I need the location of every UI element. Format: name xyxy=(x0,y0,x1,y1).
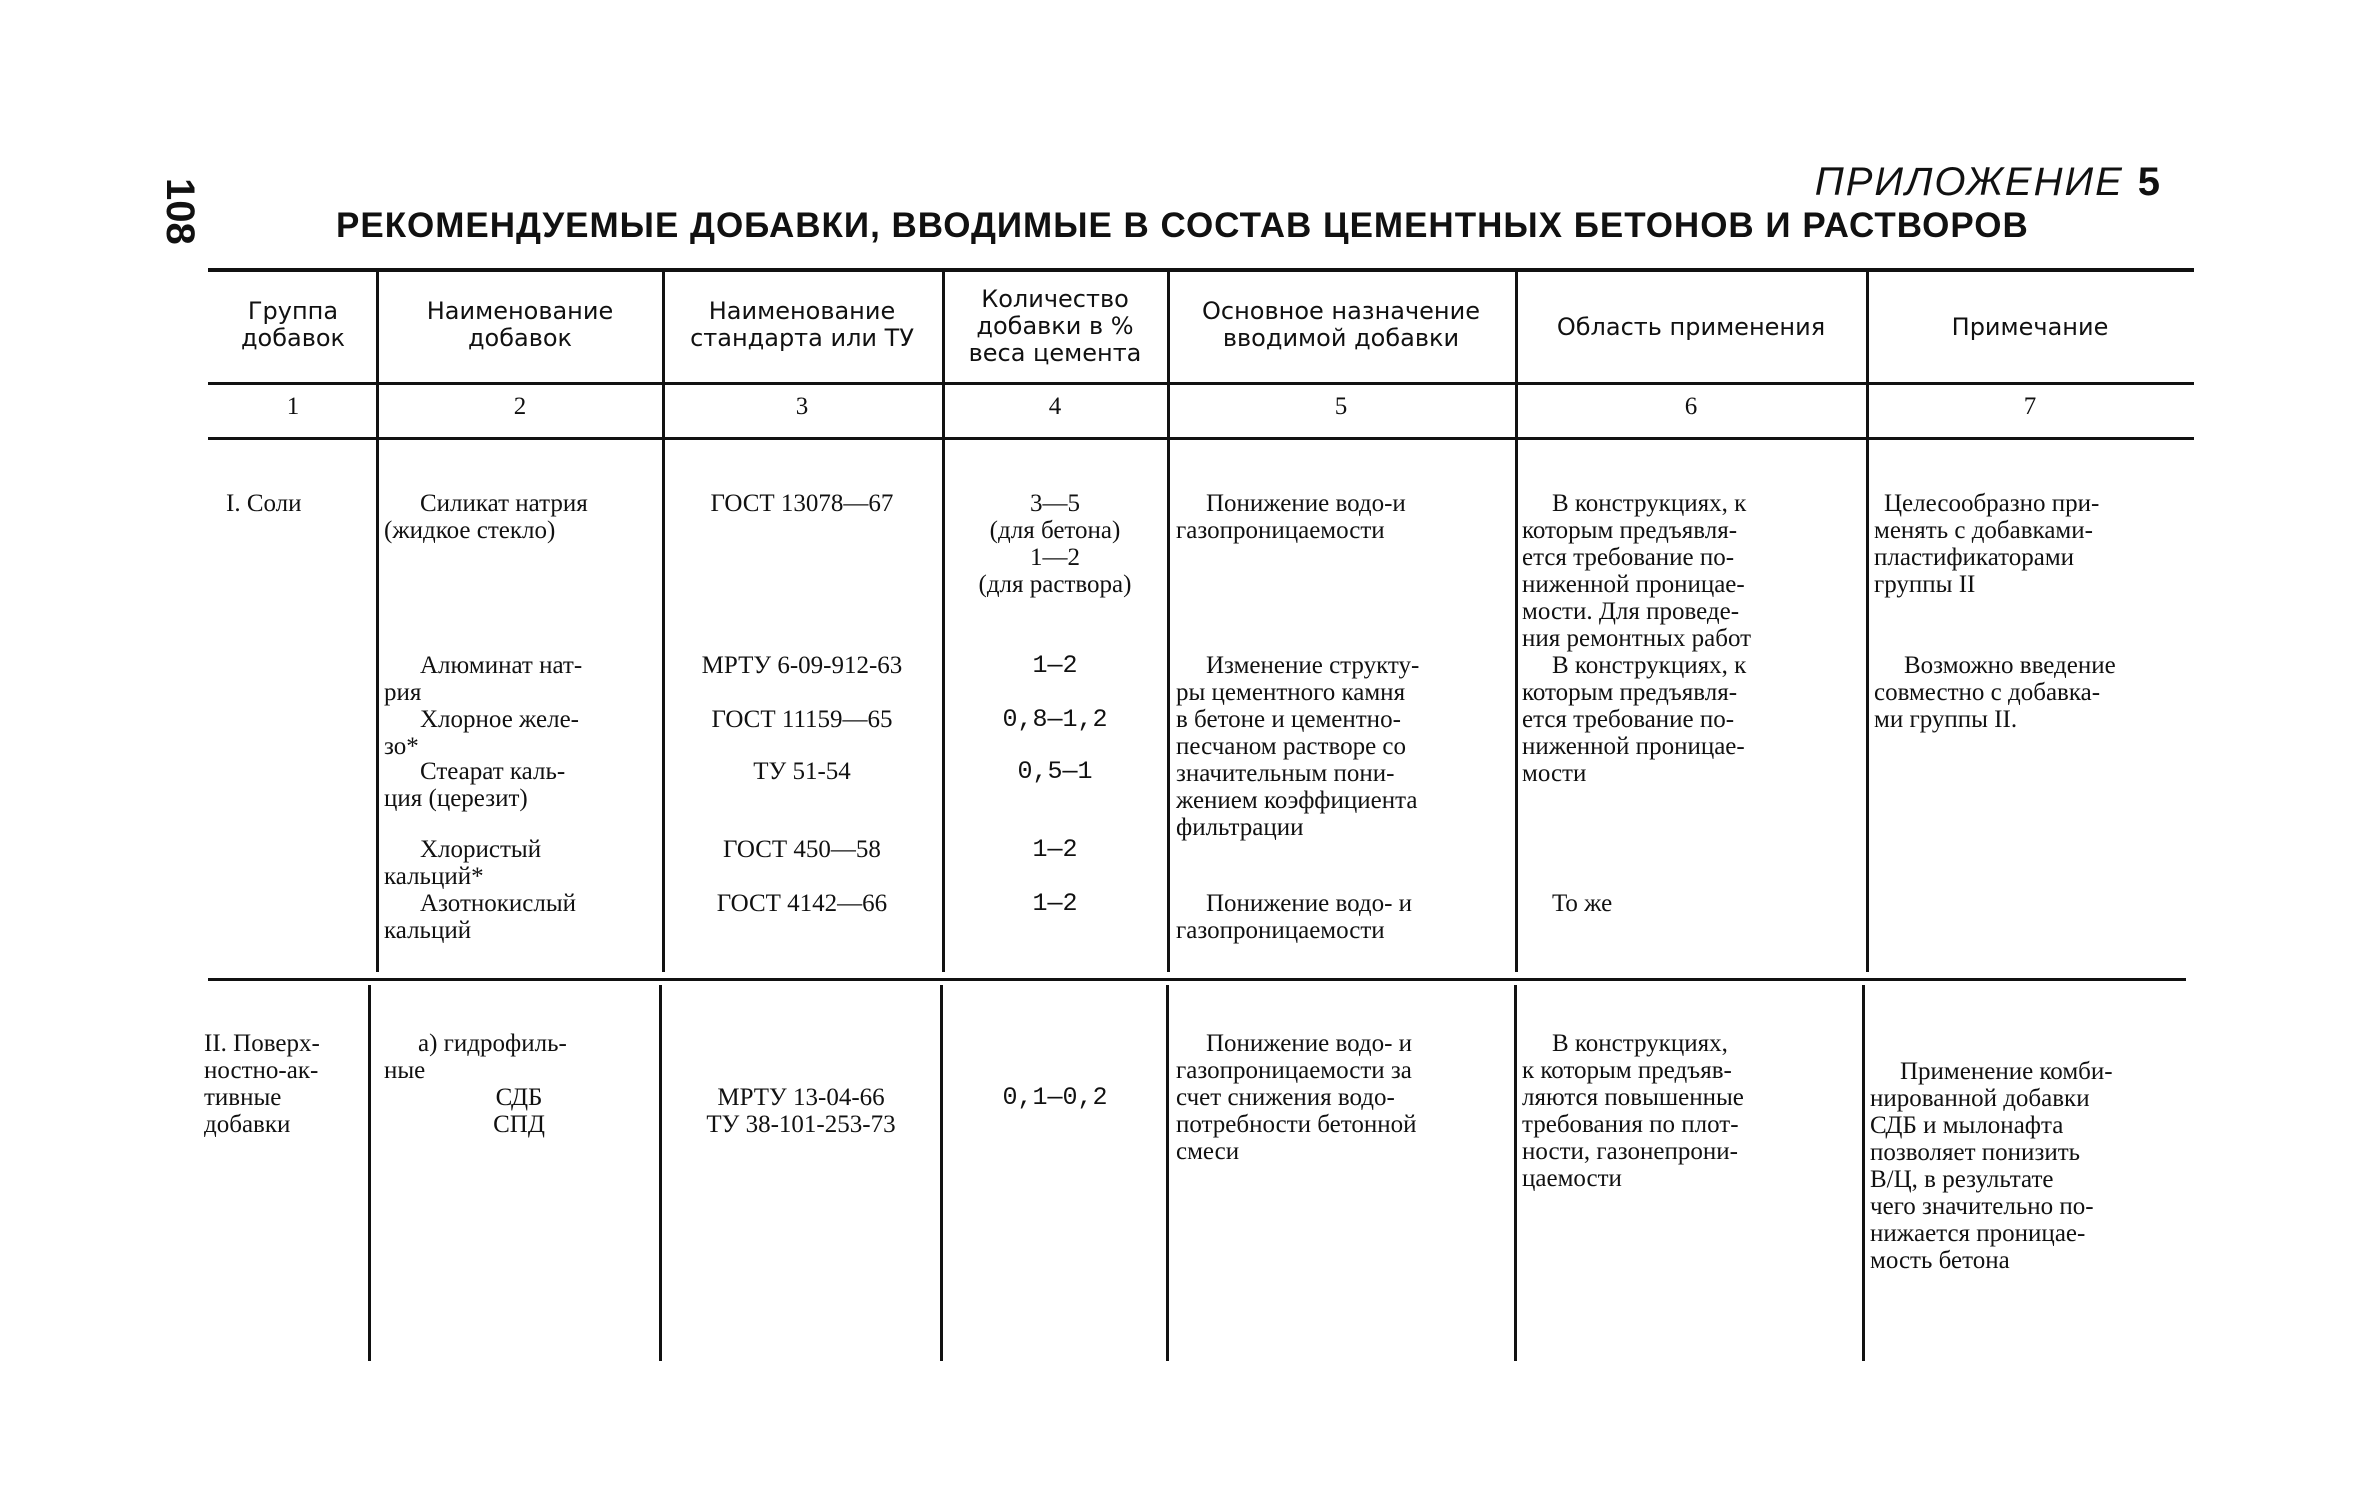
column-divider xyxy=(1166,985,1169,1361)
appendix-label xyxy=(1815,160,2162,205)
header-group: Группа добавок xyxy=(240,297,346,352)
standard-code: ГОСТ 11159—65 xyxy=(711,706,893,733)
column-number: 6 xyxy=(1684,393,1698,420)
header-amount: Количество добавки в % веса цемента xyxy=(968,285,1142,367)
additive-items: СДБ СПД xyxy=(493,1084,545,1138)
page-title: РЕКОМЕНДУЕМЫЕ ДОБАВКИ, ВВОДИМЫЕ В СОСТАВ ЦЕМЕНТНЫХ БЕТОНОВ И РАСТВОРОВ xyxy=(336,206,2029,245)
standard-code: МРТУ 13-04-66 ТУ 38-101-253-73 xyxy=(706,1084,896,1138)
appendix-number: 5 xyxy=(2137,160,2162,204)
standard-code: ГОСТ 13078—67 xyxy=(710,490,894,517)
page-number: 108 xyxy=(158,178,202,245)
application-area: В конструкциях, к которым предъявля- ется требование по- ниженной проницае- мости xyxy=(1522,652,1747,787)
column-divider xyxy=(1167,270,1170,972)
purpose: Изменение структу- ры цементного камня в бетоне и цементно- песчаном растворе со значительным пони- жением коэффициента фильтрации xyxy=(1176,652,1420,841)
note: Целесообразно при- менять с добавками- пластификаторами группы II xyxy=(1874,490,2100,598)
group-divider-rule xyxy=(208,978,2186,981)
column-number: 1 xyxy=(286,393,300,420)
column-number: 2 xyxy=(513,393,527,420)
application-area: То же xyxy=(1552,890,1613,917)
additive-name: Алюминат нат- рия xyxy=(384,652,583,706)
column-divider xyxy=(1862,985,1865,1361)
header-purpose: Основное назначение вводимой добавки xyxy=(1202,297,1480,352)
group-surfactants: II. Поверх- ностно-ак- тивные добавки xyxy=(204,1030,320,1138)
standard-code: ТУ 51-54 xyxy=(753,758,851,785)
note: Применение комби- нированной добавки СДБ и мылонафта позволяет понизить В/Ц, в результате чего значительно по- нижается проницае- мость бетона xyxy=(1870,1058,2113,1274)
column-number-rule xyxy=(208,437,2194,440)
column-divider xyxy=(942,270,945,972)
additive-amount: 1—2 xyxy=(1032,835,1078,864)
standard-code: ГОСТ 4142—66 xyxy=(716,890,888,917)
additive-amount: 0,5—1 xyxy=(1017,757,1093,786)
column-number: 3 xyxy=(795,393,809,420)
additive-amount: 1—2 xyxy=(1032,889,1078,918)
additive-name: Хлорное желе- зо* xyxy=(384,706,579,760)
additive-name: Силикат натрия (жидкое стекло) xyxy=(384,490,588,544)
column-number: 4 xyxy=(1048,393,1062,420)
additive-amount: 0,1—0,2 xyxy=(1002,1083,1108,1112)
group-salts: I. Соли xyxy=(226,490,302,517)
column-number: 7 xyxy=(2023,393,2037,420)
additive-name: Хлористый кальций* xyxy=(384,836,542,890)
application-area: В конструкциях, к которым предъяв- ляются повышенные требования по плот- ности, газонепрони- цаемости xyxy=(1522,1030,1744,1192)
column-divider xyxy=(662,270,665,972)
standard-code: ГОСТ 450—58 xyxy=(723,836,881,863)
column-divider xyxy=(1515,270,1518,972)
column-divider xyxy=(940,985,943,1361)
column-divider xyxy=(659,985,662,1361)
purpose: Понижение водо-и газопроницаемости xyxy=(1176,490,1406,544)
header-rule xyxy=(208,382,2194,385)
column-divider xyxy=(368,985,371,1361)
header-note: Примечание xyxy=(1951,313,2109,341)
additive-subgroup: а) гидрофиль- ные xyxy=(384,1030,567,1084)
column-divider xyxy=(376,270,379,972)
header-standard: Наименование стандарта или ТУ xyxy=(690,297,914,352)
standard-code: МРТУ 6-09-912-63 xyxy=(701,652,903,679)
column-divider xyxy=(1514,985,1517,1361)
additive-amount: 1—2 xyxy=(1032,651,1078,680)
purpose: Понижение водо- и газопроницаемости xyxy=(1176,890,1413,944)
additive-amount: 3—5 (для бетона) 1—2 (для раствора) xyxy=(978,490,1132,598)
note: Возможно введение совместно с добавка- ми группы II. xyxy=(1874,652,2116,733)
header-area: Область применения xyxy=(1556,313,1826,341)
additive-amount: 0,8—1,2 xyxy=(1002,705,1108,734)
additive-name: Азотнокислый кальций xyxy=(384,890,577,944)
column-divider xyxy=(1866,270,1869,972)
appendix-label-text: ПРИЛОЖЕНИЕ xyxy=(1814,160,2124,204)
table-top-rule xyxy=(208,268,2194,272)
application-area: В конструкциях, к которым предъявля- ется требование по- ниженной проницае- мости. Для проведе- ния ремонтных работ xyxy=(1522,490,1752,652)
purpose: Понижение водо- и газопроницаемости за счет снижения водо- потребности бетонной смеси xyxy=(1176,1030,1417,1165)
header-name: Наименование добавок xyxy=(426,297,614,352)
additive-name: Стеарат каль- ция (церезит) xyxy=(384,758,566,812)
column-number: 5 xyxy=(1334,393,1348,420)
